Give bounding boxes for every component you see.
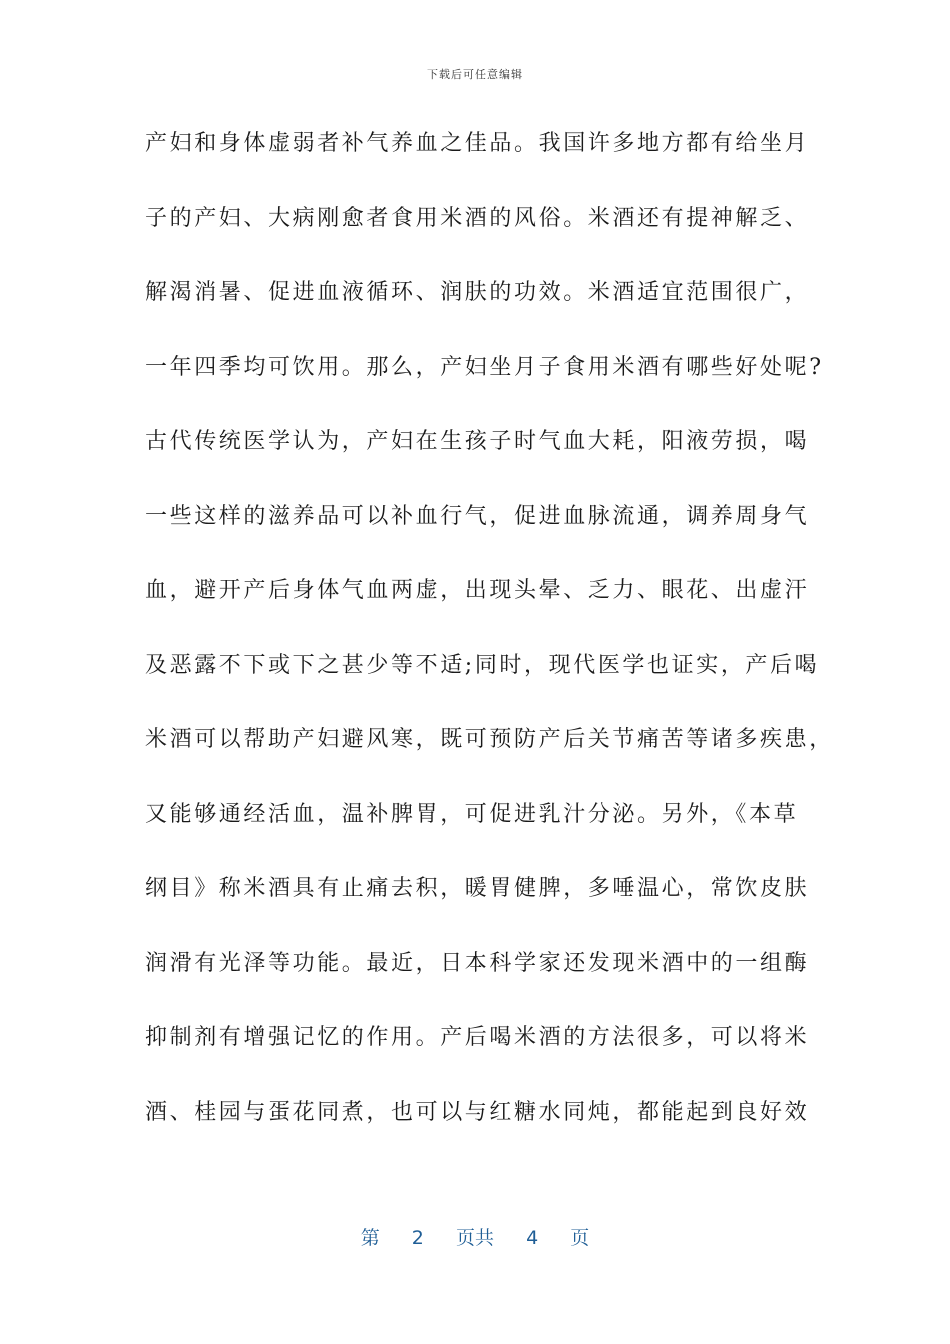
body-text <box>145 124 834 1167</box>
text-line: 米酒可以帮助产妇避风寒，既可预防产后关节痛苦等诸多疾患， <box>145 727 834 752</box>
text-line: 解渴消暑、促进血液循环、润肤的功效。米酒适宜范围很广， <box>145 280 810 305</box>
page-footer <box>0 1223 950 1250</box>
text-line: 血，避开产后身体气血两虚，出现头晕、乏力、眼花、出虚汗 <box>145 578 810 603</box>
text-line: 及恶露不下或下之甚少等不适;同时，现代医学也证实，产后喝 <box>145 652 820 678</box>
text-line: 纲目》称米酒具有止痛去积，暖胃健脾，多唾温心，常饮皮肤 <box>145 876 810 901</box>
text-line: 一年四季均可饮用。那么，产妇坐月子食用米酒有哪些好处呢? <box>145 354 824 380</box>
page-header: 下载后可任意编辑 <box>427 68 523 81</box>
footer-prefix: 第 <box>360 1227 380 1249</box>
text-line: 润滑有光泽等功能。最近，日本科学家还发现米酒中的一组酶 <box>145 950 810 976</box>
text-line: 又能够通经活血，温补脾胃，可促进乳汁分泌。另外，《本草 <box>145 801 799 827</box>
footer-suffix: 页 <box>570 1227 590 1249</box>
text-line: 产妇和身体虚弱者补气养血之佳品。我国许多地方都有给坐月 <box>145 131 810 156</box>
text-line: 古代传统医学认为，产妇在生孩子时气血大耗，阳液劳损，喝 <box>145 429 810 454</box>
text-line: 一些这样的滋养品可以补血行气，促进血脉流通，调养周身气 <box>145 503 810 529</box>
total-pages-number: 4 <box>526 1227 539 1249</box>
text-line: 酒、桂园与蛋花同煮，也可以与红糖水同炖，都能起到良好效 <box>145 1099 810 1125</box>
text-line: 子的产妇、大病刚愈者食用米酒的风俗。米酒还有提神解乏、 <box>145 205 810 231</box>
footer-middle: 页共 <box>455 1227 494 1249</box>
text-line: 抑制剂有增强记忆的作用。产后喝米酒的方法很多，可以将米 <box>145 1025 810 1050</box>
current-page-number: 2 <box>411 1227 424 1249</box>
